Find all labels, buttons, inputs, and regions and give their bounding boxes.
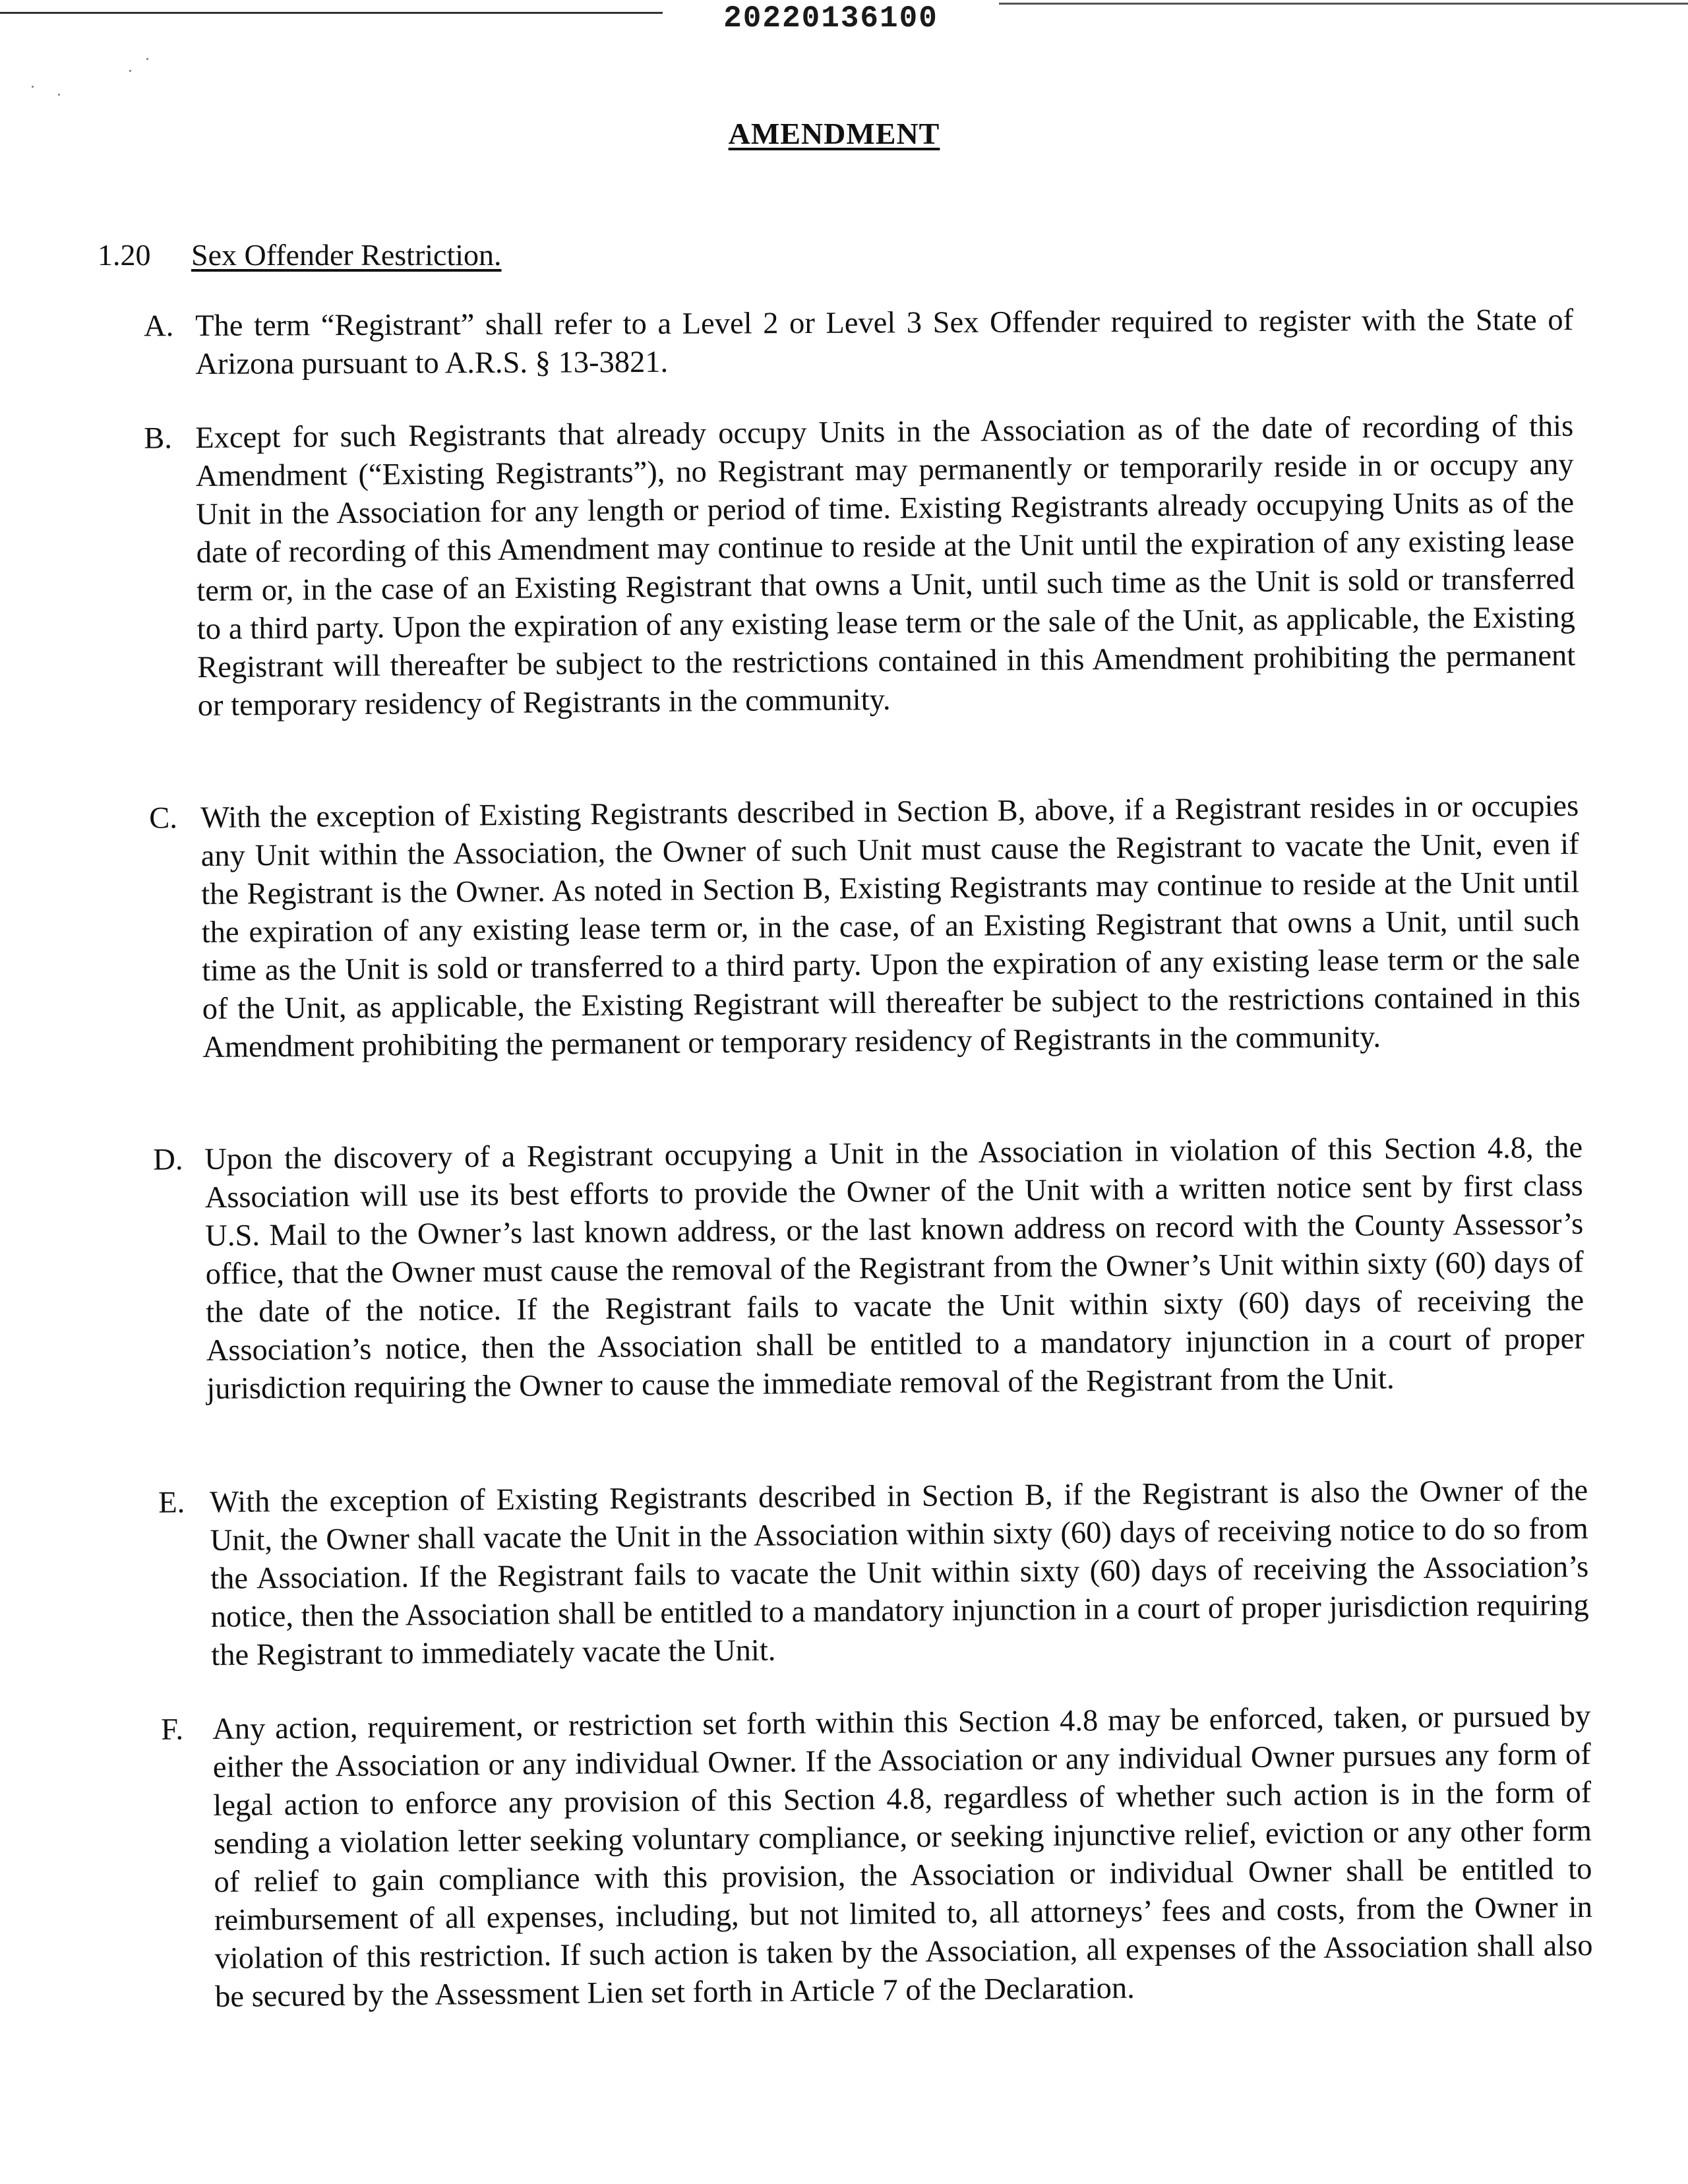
paragraph-letter: D. xyxy=(153,1143,183,1177)
scan-speck xyxy=(129,70,131,72)
scan-speck xyxy=(58,94,60,96)
document-number: 20220136100 xyxy=(723,1,938,36)
paragraph-text: With the exception of Existing Registrants described in Section B, if the Registrant is also the Owner of the Unit, the Owner shall vacate the Unit in the Association within sixty (60) days of receiving notice to do so from the Association. If the Registrant fails to vacate the Unit within sixty (60) days of receiving the Association’s notice, then the Association shall be entitled to a mandatory injunction in a court of proper jurisdiction requiring the Registrant to immediately vacate the Unit. xyxy=(210,1473,1589,1672)
paragraph-c xyxy=(149,787,1581,1067)
header-rule-left xyxy=(0,12,663,14)
section-number: 1.20 xyxy=(98,238,151,272)
paragraph-b xyxy=(144,408,1576,725)
section-heading xyxy=(98,237,502,272)
document-title: AMENDMENT xyxy=(728,117,940,150)
paragraph-a xyxy=(144,301,1574,384)
header-rule-right xyxy=(999,3,1688,5)
paragraph-text: Except for such Registrants that already occupy Units in the Association as of the date of recording of this Amendment (“Existing Registrants”), no Registrant may permanently or temporarily reside in or occupy any Unit in the Association for any length or period of time. Existing Registrants already occupying Units as of the date of recording of this Amendment may continue to reside at the Unit until the expiration of any existing lease term or, in the case of an Existing Registrant that owns a Unit, until such time as the Unit is sold or transferred to a third party. Upon the expiration of any existing lease term or the sale of the Unit, as applicable, the Existing Registrant will thereafter be subject to the restrictions contained in this Amendment prohibiting the permanent or temporary residency of Registrants in the community. xyxy=(195,409,1576,723)
paragraph-text: With the exception of Existing Registrants described in Section B, above, if a Registrant resides in or occupies any Unit within the Association, the Owner of such Unit must cause the Registrant to vacate the Unit, even if the Registrant is the Owner. As noted in Section B, Existing Registrants may continue to reside at the Unit until the expiration of any existing lease term or, in the case, of an Existing Registrant that owns a Unit, until such time as the Unit is sold or transferred to a third party. Upon the expiration of any existing lease term or the sale of the Unit, as applicable, the Existing Registrant will thereafter be subject to the restrictions contained in this Amendment prohibiting the permanent or temporary residency of Registrants in the community. xyxy=(200,789,1581,1064)
paragraph-letter: F. xyxy=(161,1713,184,1747)
paragraph-e xyxy=(158,1472,1589,1675)
paragraph-text: Upon the discovery of a Registrant occupying a Unit in the Association in violation of this Section 4.8, the Association will use its best efforts to provide the Owner of the Unit with a written notice sent by first class U.S. Mail to the Owner’s last known address, or the last known address on record with the County Assessor’s office, that the Owner must cause the removal of the Registrant from the Owner’s Unit within sixty (60) days of the date of the notice. If the Registrant fails to vacate the Unit within sixty (60) days of receiving the Association’s notice, then the Association shall be entitled to a mandatory injunction in a court of proper jurisdiction requiring the Owner to cause the immediate removal of the Registrant from the Unit. xyxy=(204,1130,1584,1406)
scan-speck xyxy=(32,86,34,88)
paragraph-d xyxy=(153,1129,1584,1409)
paragraph-letter: B. xyxy=(144,421,173,456)
paragraph-f xyxy=(161,1697,1593,2017)
paragraph-letter: A. xyxy=(144,309,174,344)
section-title: Sex Offender Restriction. xyxy=(191,238,502,272)
paragraph-letter: E. xyxy=(158,1486,185,1520)
paragraph-text: The term “Registrant” shall refer to a Level 2 or Level 3 Sex Offender required to register with the State of Arizona pursuant to A.R.S. § 13-3821. xyxy=(195,303,1574,381)
paragraph-text: Any action, requirement, or restriction set forth within this Section 4.8 may be enforced, taken, or pursued by either the Association or any individual Owner. If the Association or any individual Owner pursues any form of legal action to enforce any provision of this Section 4.8, regardless of whether such action is in the form of sending a violation letter seeking voluntary compliance, or seeking injunctive relief, eviction or any other form of relief to gain compliance with this provision, the Association or individual Owner shall be entitled to reimbursement of all expenses, including, but not limited to, all attorneys’ fees and costs, from the Owner in violation of this restriction. If such action is taken by the Association, all expenses of the Association shall also be secured by the Assessment Lien set forth in Article 7 of the Declaration. xyxy=(212,1699,1593,2014)
paragraph-letter: C. xyxy=(149,801,178,835)
scan-speck xyxy=(146,58,148,60)
